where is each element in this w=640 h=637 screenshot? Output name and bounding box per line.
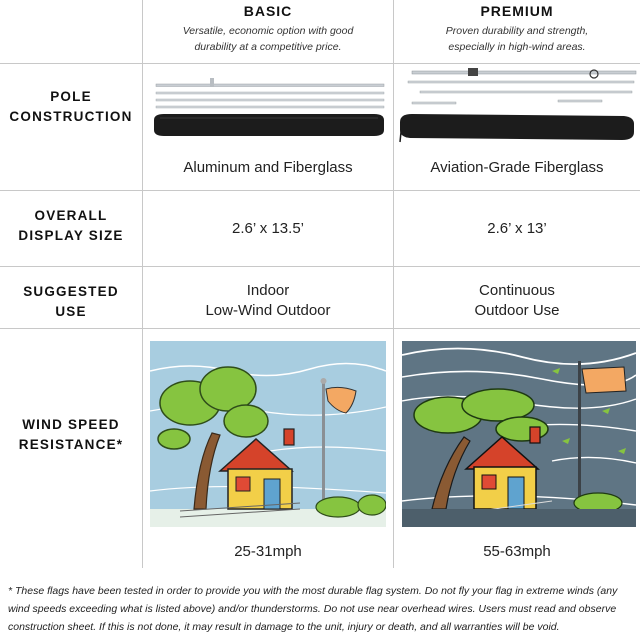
- premium-pole-kit-image: [398, 66, 638, 148]
- row-label-line: RESISTANCE*: [18, 437, 124, 452]
- basic-suggested-use: [143, 281, 393, 321]
- row-label-line: CONSTRUCTION: [9, 109, 133, 124]
- premium-suggested-use: [394, 281, 640, 321]
- chimney: [530, 427, 540, 443]
- ground: [402, 509, 636, 527]
- use-line: Outdoor Use: [474, 302, 560, 319]
- premium-display-size: 2.6’ x 13’: [487, 220, 547, 237]
- basic-description-line: Versatile, economic option with good: [182, 25, 354, 37]
- flag-pole: [322, 381, 325, 509]
- flag-pole: [578, 361, 581, 509]
- house-window: [482, 475, 496, 489]
- use-line: Indoor: [246, 282, 290, 299]
- row-label-line: USE: [55, 304, 87, 319]
- footnote-line: * These flags have been tested in order to provide you with the most durable flag system. Do not fly your flag in extreme winds (any: [8, 585, 618, 597]
- row-label-pole-construction: [0, 87, 142, 127]
- carry-bag: [154, 114, 384, 136]
- chimney: [284, 429, 294, 445]
- row-label-line: SUGGESTED: [23, 284, 119, 299]
- basic-pole-kit-image: [150, 72, 388, 144]
- basic-pole-construction: Aluminum and Fiberglass: [183, 159, 353, 176]
- row-divider: [0, 328, 640, 329]
- row-label-line: POLE: [50, 89, 92, 104]
- bush: [358, 495, 386, 515]
- premium-column-title: PREMIUM: [480, 3, 554, 19]
- tree-foliage: [224, 405, 268, 437]
- premium-wind-illustration: [402, 341, 636, 527]
- pole-segment: [408, 81, 634, 83]
- premium-column-description: [394, 23, 640, 55]
- row-divider: [0, 63, 640, 64]
- row-label-display-size: [0, 206, 142, 246]
- footnote-line: construction sheet. If this is not done, it may result in damage to the unit, injury or death, and all warranties will be void.: [8, 621, 560, 633]
- pole-connector: [210, 78, 214, 87]
- flag: [582, 367, 626, 393]
- pole-segment: [156, 84, 384, 87]
- pole-segment: [420, 91, 632, 93]
- pole-connector: [468, 68, 478, 76]
- pole-segment: [156, 99, 384, 101]
- carry-bag: [400, 114, 634, 140]
- basic-column-description: [143, 23, 393, 55]
- tree-foliage: [158, 429, 190, 449]
- bush: [316, 497, 360, 517]
- row-divider: [0, 266, 640, 267]
- basic-description-line: durability at a competitive price.: [194, 41, 342, 53]
- house-window: [236, 477, 250, 491]
- row-label-suggested-use: [0, 282, 142, 322]
- premium-wind-speed: 55-63mph: [483, 543, 551, 560]
- pole-segment: [412, 71, 636, 74]
- footnote: [8, 582, 632, 636]
- row-divider: [0, 190, 640, 191]
- row-label-line: DISPLAY SIZE: [18, 228, 124, 243]
- basic-display-size: 2.6’ x 13.5’: [232, 220, 304, 237]
- row-label-line: OVERALL: [34, 208, 108, 223]
- use-line: Low-Wind Outdoor: [205, 302, 331, 319]
- use-line: Continuous: [479, 282, 555, 299]
- footnote-line: wind speeds exceeding what is listed above) and/or thunderstorms. Do not use near overhead wires. Users must read and observe: [8, 603, 617, 615]
- pole-segment: [558, 100, 602, 102]
- row-label-wind-speed: [0, 415, 142, 455]
- tree-foliage: [462, 389, 534, 421]
- pole-top: [321, 378, 327, 384]
- basic-column-title: BASIC: [243, 3, 293, 19]
- pole-segment: [156, 106, 384, 108]
- row-label-line: WIND SPEED: [22, 417, 120, 432]
- premium-pole-construction: Aviation-Grade Fiberglass: [430, 159, 604, 176]
- premium-description-line: Proven durability and strength,: [445, 25, 589, 37]
- house-door: [508, 477, 524, 509]
- premium-description-line: especially in high-wind areas.: [448, 41, 586, 53]
- basic-wind-illustration: [150, 341, 386, 527]
- basic-wind-speed: 25-31mph: [234, 543, 302, 560]
- pole-segment: [412, 102, 456, 104]
- pole-segment: [156, 92, 384, 94]
